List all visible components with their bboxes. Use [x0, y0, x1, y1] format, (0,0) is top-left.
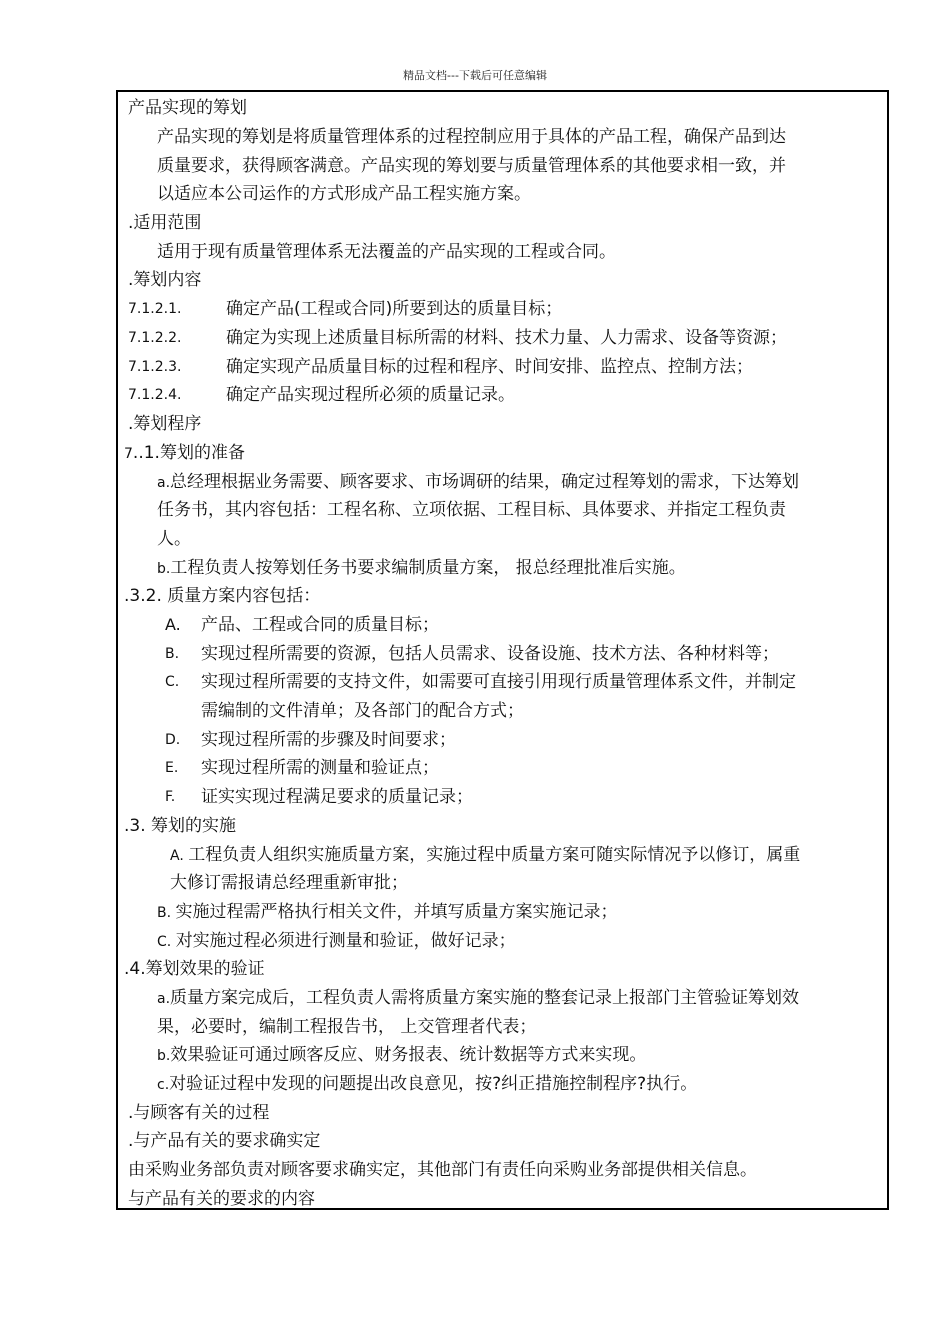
subheading-quality-plan: .3.2. 质量方案内容包括： [124, 586, 321, 606]
subheading-text: ..1.筹划的准备 [132, 443, 245, 463]
list-item: 确定产品(工程或合同)所要到达的质量目标； [226, 299, 563, 319]
page-header: 精品文档---下载后可任意编辑 [403, 69, 547, 82]
heading-planning-procedure: .筹划程序 [128, 414, 202, 434]
line-text: 工程负责人组织实施质量方案，实施过程中质量方案可随实际情况予以修订，属重 [188, 845, 801, 865]
paragraph-line: 适用于现有质量管理体系无法覆盖的产品实现的工程或合同。 [157, 242, 616, 262]
paragraph-line [170, 843, 800, 868]
line-text: 总经理根据业务需要、顾客要求、市场调研的结果，确定过程筹划的需求，下达筹划 [170, 472, 800, 492]
heading-customer-process: .与顾客有关的过程 [128, 1103, 270, 1123]
item-number: 7.1.2.1. [128, 301, 182, 317]
paragraph-line [157, 470, 799, 495]
item-letter: c. [157, 1077, 170, 1093]
subheading-verification: .4.筹划效果的验证 [124, 959, 265, 979]
item-letter: B. [165, 646, 180, 662]
item-letter: b. [157, 1048, 171, 1064]
item-letter: b. [157, 561, 171, 577]
list-item: 确定实现产品质量目标的过程和程序、时间安排、监控点、控制方法； [226, 357, 753, 377]
paragraph-line [157, 900, 618, 925]
paragraph-line: 任务书，其内容包括：工程名称、立项依据、工程目标、具体要求、并指定工程负责 [157, 500, 786, 520]
paragraph-line [157, 1072, 697, 1097]
list-item: 实现过程所需要的支持文件，如需要可直接引用现行质量管理体系文件，并制定 [201, 672, 796, 692]
list-item: 确定为实现上述质量目标所需的材料、技术力量、人力需求、设备等资源； [226, 328, 787, 348]
item-letter: D. [165, 732, 181, 748]
item-letter: B. [157, 905, 176, 921]
line-text: 对验证过程中发现的问题提出改良意见，按?纠正措施控制程序?执行。 [169, 1074, 698, 1094]
paragraph-line: 果，必要时，编制工程报告书， 上交管理者代表； [157, 1017, 537, 1037]
item-letter: E. [165, 760, 179, 776]
subheading-implementation: .3. 筹划的实施 [124, 816, 237, 836]
paragraph-line [157, 929, 516, 954]
section-number: 7 [124, 446, 133, 462]
item-letter: A. [170, 848, 189, 864]
item-number: 7.1.2.2. [128, 330, 182, 346]
paragraph-line: 大修订需报请总经理重新审批； [170, 873, 408, 893]
line-text: 质量方案完成后，工程负责人需将质量方案实施的整套记录上报部门主管验证筹划效 [170, 988, 800, 1008]
list-item: 证实实现过程满足要求的质量记录； [201, 787, 473, 807]
list-item-continued: 需编制的文件清单；及各部门的配合方式； [201, 701, 524, 721]
line-text: 对实施过程必须进行测量和验证，做好记录； [175, 931, 516, 951]
subheading-preparation [124, 441, 245, 466]
item-number: 7.1.2.3. [128, 359, 182, 375]
paragraph-line [157, 986, 799, 1011]
heading-scope: .适用范围 [128, 213, 202, 233]
list-item: 确定产品实现过程所必须的质量记录。 [226, 385, 515, 405]
list-item: 实现过程所需的步骤及时间要求； [201, 730, 456, 750]
heading-planning-content: .筹划内容 [128, 270, 202, 290]
paragraph-line: 人。 [157, 529, 191, 549]
item-letter: F. [165, 789, 176, 805]
paragraph-line: 由采购业务部负责对顾客要求确实定，其他部门有责任向采购业务部提供相关信息。 [128, 1160, 757, 1180]
paragraph-line: 产品实现的筹划是将质量管理体系的过程控制应用于具体的产品工程，确保产品到达 [157, 127, 786, 147]
item-letter: C. [165, 674, 180, 690]
paragraph-line: 质量要求，获得顾客满意。产品实现的筹划要与质量管理体系的其他要求相一致，并 [157, 156, 786, 176]
item-number: 7.1.2.4. [128, 387, 182, 403]
paragraph-line: 以适应本公司运作的方式形成产品工程实施方案。 [157, 184, 531, 204]
heading-requirements-determination: .与产品有关的要求确实定 [128, 1131, 321, 1151]
item-letter: C. [157, 934, 176, 950]
item-letter: A. [165, 615, 181, 634]
list-item: 实现过程所需要的资源，包括人员需求、设备设施、技术方法、各种材料等； [201, 644, 779, 664]
line-text: 实施过程需严格执行相关文件，并填写质量方案实施记录； [175, 902, 618, 922]
section-title: 产品实现的筹划 [128, 98, 247, 118]
heading-requirements-content: 与产品有关的要求的内容 [128, 1189, 315, 1209]
item-letter: a. [157, 991, 171, 1007]
list-item: 产品、工程或合同的质量目标； [201, 615, 439, 635]
list-item: 实现过程所需的测量和验证点； [201, 758, 439, 778]
line-text: 工程负责人按筹划任务书要求编制质量方案， 报总经理批准后实施。 [170, 558, 686, 578]
paragraph-line [157, 556, 686, 581]
line-text: 效果验证可通过顾客反应、财务报表、统计数据等方式来实现。 [170, 1045, 647, 1065]
paragraph-line [157, 1043, 646, 1068]
item-letter: a. [157, 475, 171, 491]
